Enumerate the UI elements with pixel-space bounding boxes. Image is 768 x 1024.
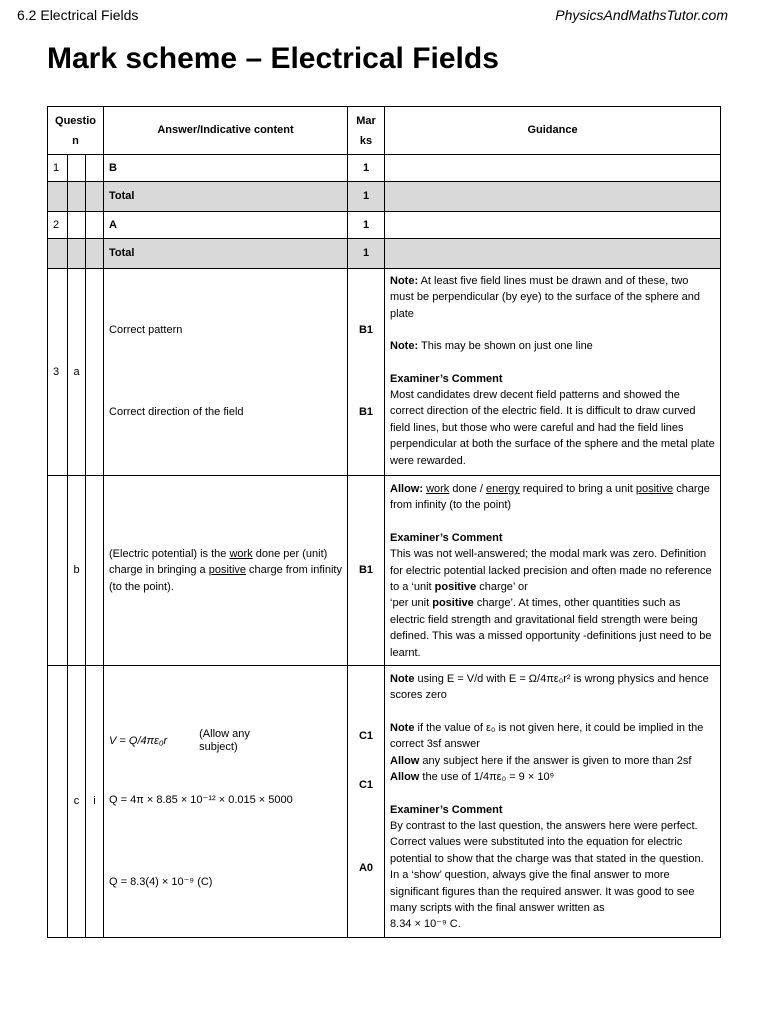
examiner-comment: This was not well-answered; the modal mark was zero. Definition for electric potential lacked precision and often made no reference to a ‘unit positive charge’ or ‘per unit positive charge’. At times, other quantities such as electric field strength and gravitational field strength were being defined. This was a missed opportunity -definitions just need to be learnt. xyxy=(390,548,712,659)
guidance-cell: Allow: work done / energy required to bring a unit positive charge from infinity (to the point) Examiner’s Comment This was not well-answered; the modal mark was zero. Definition for electric potential lacked precision and often made no reference to a ‘unit positive charge’ or ‘per unit positive charge’. At times, other quantities such as electric field strength and gravitational field strength were being defined. This was a missed opportunity -definitions just need to be learnt. xyxy=(385,476,721,666)
header-topic: 6.2 Electrical Fields xyxy=(17,7,139,23)
examiner-comment: By contrast to the last question, the answers here were perfect. Correct values were substituted into the equation for electric potential to show that the charge was that stated in the question. In a ‘show’ question, always give the final answer to more significant figures than the required answer. It was good to see many scripts with the final answer written as xyxy=(390,819,704,914)
header-marks: Mar ks xyxy=(348,107,385,155)
examiner-comment: Most candidates drew decent field patterns and showed the correct direction of the electric field. It is difficult to draw curved field lines, but those who were careful and had the field lines perpendicular at both the surface of the sphere and the metal plate were rewarded. xyxy=(390,389,715,467)
table-header-row xyxy=(48,107,721,155)
header-site: PhysicsAndMathsTutor.com xyxy=(555,7,728,23)
header-answer: Answer/Indicative content xyxy=(104,107,348,155)
examiner-comment-label: Examiner’s Comment xyxy=(390,372,503,385)
answer-cell: (Electric potential) is the work done per (unit) charge in bringing a positive charge from infinity (to the point). xyxy=(104,476,348,666)
question-part: c xyxy=(68,666,86,938)
mark-scheme-table xyxy=(47,106,721,938)
question-number: 3 xyxy=(48,269,68,476)
question-number: 1 xyxy=(48,155,68,182)
equation: Q = 4π × 8.85 × 10⁻¹² × 0.015 × 5000 xyxy=(109,794,293,807)
page-title: Mark scheme – Electrical Fields xyxy=(47,42,499,75)
question-subpart: i xyxy=(86,666,104,938)
guidance-cell: Note using E = V/d with E = Ω/4πε₀r² is wrong physics and hence scores zero Note if the value of ε₀ is not given here, it could be implied in the correct 3sf answer Allow any subject here if the answer is given to more than 2sf Allow the use of 1/4πε₀ = 9 × 10⁹ Examiner’s Comment By contrast to the last question, the answers here were perfect. Correct values were substituted into the equation for electric potential to show that the charge was that stated in the question. In a ‘show’ question, always give the final answer to more significant figures than the required answer. It was good to see many scripts with the final answer written as 8.34 × 10⁻⁹ C. xyxy=(385,666,721,938)
total-row xyxy=(48,239,721,269)
answer-line: Correct pattern xyxy=(109,324,183,336)
marks-cell: 1 xyxy=(348,212,385,239)
total-marks: 1 xyxy=(348,239,385,269)
answer-cell xyxy=(104,269,348,476)
answer-cell xyxy=(104,666,348,938)
final-answer: 8.34 × 10⁻⁹ C. xyxy=(390,918,461,931)
table-row xyxy=(48,666,721,938)
header-question: Questio n xyxy=(48,107,104,155)
marks-cell: 1 xyxy=(348,155,385,182)
marks-cell: C1 C1 A0 xyxy=(348,666,385,938)
header-guidance: Guidance xyxy=(385,107,721,155)
allow-note: (Allow any subject) xyxy=(199,728,250,754)
question-number: 2 xyxy=(48,212,68,239)
equation: V = Q/4πε₀r xyxy=(109,734,168,747)
examiner-comment-label: Examiner’s Comment xyxy=(390,803,503,816)
equation: Q = 8.3(4) × 10⁻⁹ (C) xyxy=(109,876,213,889)
total-label: Total xyxy=(104,239,348,269)
marks-cell: B1 xyxy=(348,476,385,666)
answer-cell: B xyxy=(104,155,348,182)
guidance-cell: Note: At least five field lines must be drawn and of these, two must be perpendicular (by eye) to the surface of the sphere and plate Note: This may be shown on just one line Examiner’s Comment Most candidates drew decent field patterns and showed the correct direction of the electric field. It is difficult to draw curved field lines, but those who were careful and had the field lines perpendicular at both the surface of the sphere and the metal plate were rewarded. xyxy=(385,269,721,476)
total-row xyxy=(48,182,721,212)
question-part: b xyxy=(68,476,86,666)
total-label: Total xyxy=(104,182,348,212)
total-marks: 1 xyxy=(348,182,385,212)
question-part: a xyxy=(68,269,86,476)
answer-cell: A xyxy=(104,212,348,239)
answer-line: Correct direction of the field xyxy=(109,406,244,419)
table-row xyxy=(48,476,721,666)
marks-cell: B1 B1 xyxy=(348,269,385,476)
examiner-comment-label: Examiner’s Comment xyxy=(390,531,503,544)
table-row xyxy=(48,155,721,182)
table-row xyxy=(48,269,721,476)
table-row xyxy=(48,212,721,239)
